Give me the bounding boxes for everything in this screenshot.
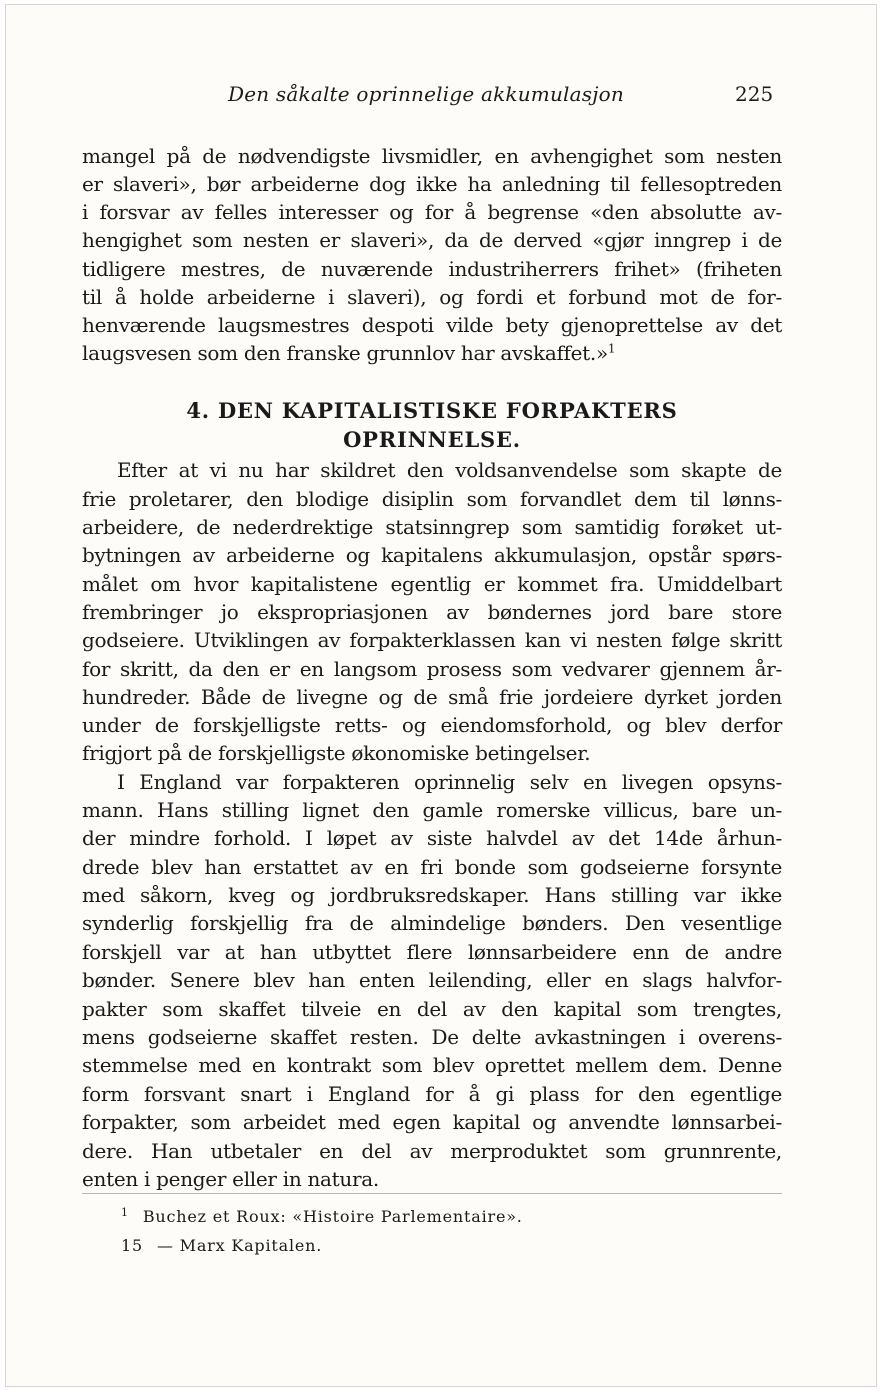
section-heading: 4. DEN KAPITALISTISKE FORPAKTERS — [186, 398, 678, 423]
text-line: tidligere mestres, de nuværende industriherrers frihet» (friheten — [82, 257, 782, 281]
text-line-content: laugsvesen som den franske grunnlov har avskaffet.» — [82, 341, 608, 365]
page-header — [0, 82, 882, 112]
text-line: bytningen av arbeiderne og kapitalens akkumulasjon, opstår spørs- — [82, 543, 782, 567]
text-line: drede blev han erstattet av en fri bonde som godseierne forsynte — [82, 855, 782, 879]
text-line: er slaveri», bør arbeiderne dog ikke ha anledning til fellesoptreden — [82, 172, 782, 196]
text-line: mens godseierne skaffet resten. De delte avkastningen i overens- — [82, 1025, 782, 1049]
text-line: i forsvar av felles interesser og for å begrense «den absolutte av- — [82, 200, 782, 224]
footnote — [121, 1206, 523, 1228]
text-line: mann. Hans stilling lignet den gamle romerske villicus, bare un- — [82, 798, 782, 822]
signature-text: — Marx Kapitalen. — [156, 1236, 323, 1255]
text-line: bønder. Senere blev han enten leilending, eller en slags halvfor- — [82, 968, 782, 992]
text-line: frie proletarer, den blodige disiplin som forvandlet dem til lønns- — [82, 487, 782, 511]
text-line: forpakter, som arbeidet med egen kapital og anvendte lønnsarbei- — [82, 1110, 782, 1134]
section-heading-continued: OPRINNELSE. — [343, 427, 521, 452]
text-line: mangel på de nødvendigste livsmidler, en avhengighet som nesten — [82, 144, 782, 168]
text-line: med såkorn, kveg og jordbruksredskaper. Hans stilling var ikke — [82, 883, 782, 907]
text-line: hundreder. Både de livegne og de små frie jordeiere dyrket jorden — [82, 685, 782, 709]
text-line: hengighet som nesten er slaveri», da de derved «gjør inngrep i de — [82, 228, 782, 252]
text-line: for skritt, da den er en langsom prosess som vedvarer gjennem år- — [82, 657, 782, 681]
text-line: forskjell var at han utbyttet flere lønnsarbeidere enn de andre — [82, 940, 782, 964]
footnote-mark: 1 — [121, 1205, 129, 1219]
running-title: Den såkalte oprinnelige akkumulasjon — [228, 82, 624, 106]
text-line: frembringer jo ekspropriasjonen av bøndernes jord bare store — [82, 600, 782, 624]
text-line: frigjort på de forskjelligste økonomiske betingelser. — [82, 741, 591, 765]
page-number: 225 — [735, 82, 774, 106]
text-line: godseiere. Utviklingen av forpakterklassen kan vi nesten følge skritt — [82, 628, 782, 652]
signature-number: 15 — [121, 1236, 143, 1255]
text-line: dere. Han utbetaler en del av merproduktet som grunnrente, — [82, 1139, 782, 1163]
text-line: målet om hvor kapitalistene egentlig er kommet fra. Umiddelbart — [82, 572, 782, 596]
text-line: I England var forpakteren oprinnelig selv en livegen opsyns- — [117, 770, 782, 794]
text-line: synderlig forskjellig fra de almindelige bønders. Den vesentlige — [82, 911, 782, 935]
footnote-reference[interactable]: 1 — [607, 341, 616, 356]
text-line: der mindre forhold. I løpet av siste halvdel av det 14de århun- — [82, 826, 782, 850]
text-line: til å holde arbeiderne i slaveri), og fordi et forbund mot de for- — [82, 285, 782, 309]
text-line: enten i penger eller in natura. — [82, 1167, 379, 1191]
footnote-divider — [82, 1193, 782, 1194]
text-line: henværende laugsmestres despoti vilde bety gjenoprettelse av det — [82, 313, 782, 337]
text-line: under de forskjelligste retts- og eiendomsforhold, og blev derfor — [82, 713, 782, 737]
text-line: form forsvant snart i England for å gi plass for den egentlige — [82, 1082, 782, 1106]
text-line: arbeidere, de nederdrektige statsinngrep som samtidig forøket ut- — [82, 515, 782, 539]
text-line-last — [82, 339, 782, 367]
text-line: Efter at vi nu har skildret den voldsanvendelse som skapte de — [117, 458, 782, 482]
footnote-text: Buchez et Roux: «Histoire Parlementaire». — [142, 1207, 523, 1226]
text-line: pakter som skaffet tilveie en del av den kapital som trengtes, — [82, 997, 782, 1021]
printer-signature — [121, 1235, 322, 1257]
text-line: stemmelse med en kontrakt som blev oprettet mellem dem. Denne — [82, 1053, 782, 1077]
